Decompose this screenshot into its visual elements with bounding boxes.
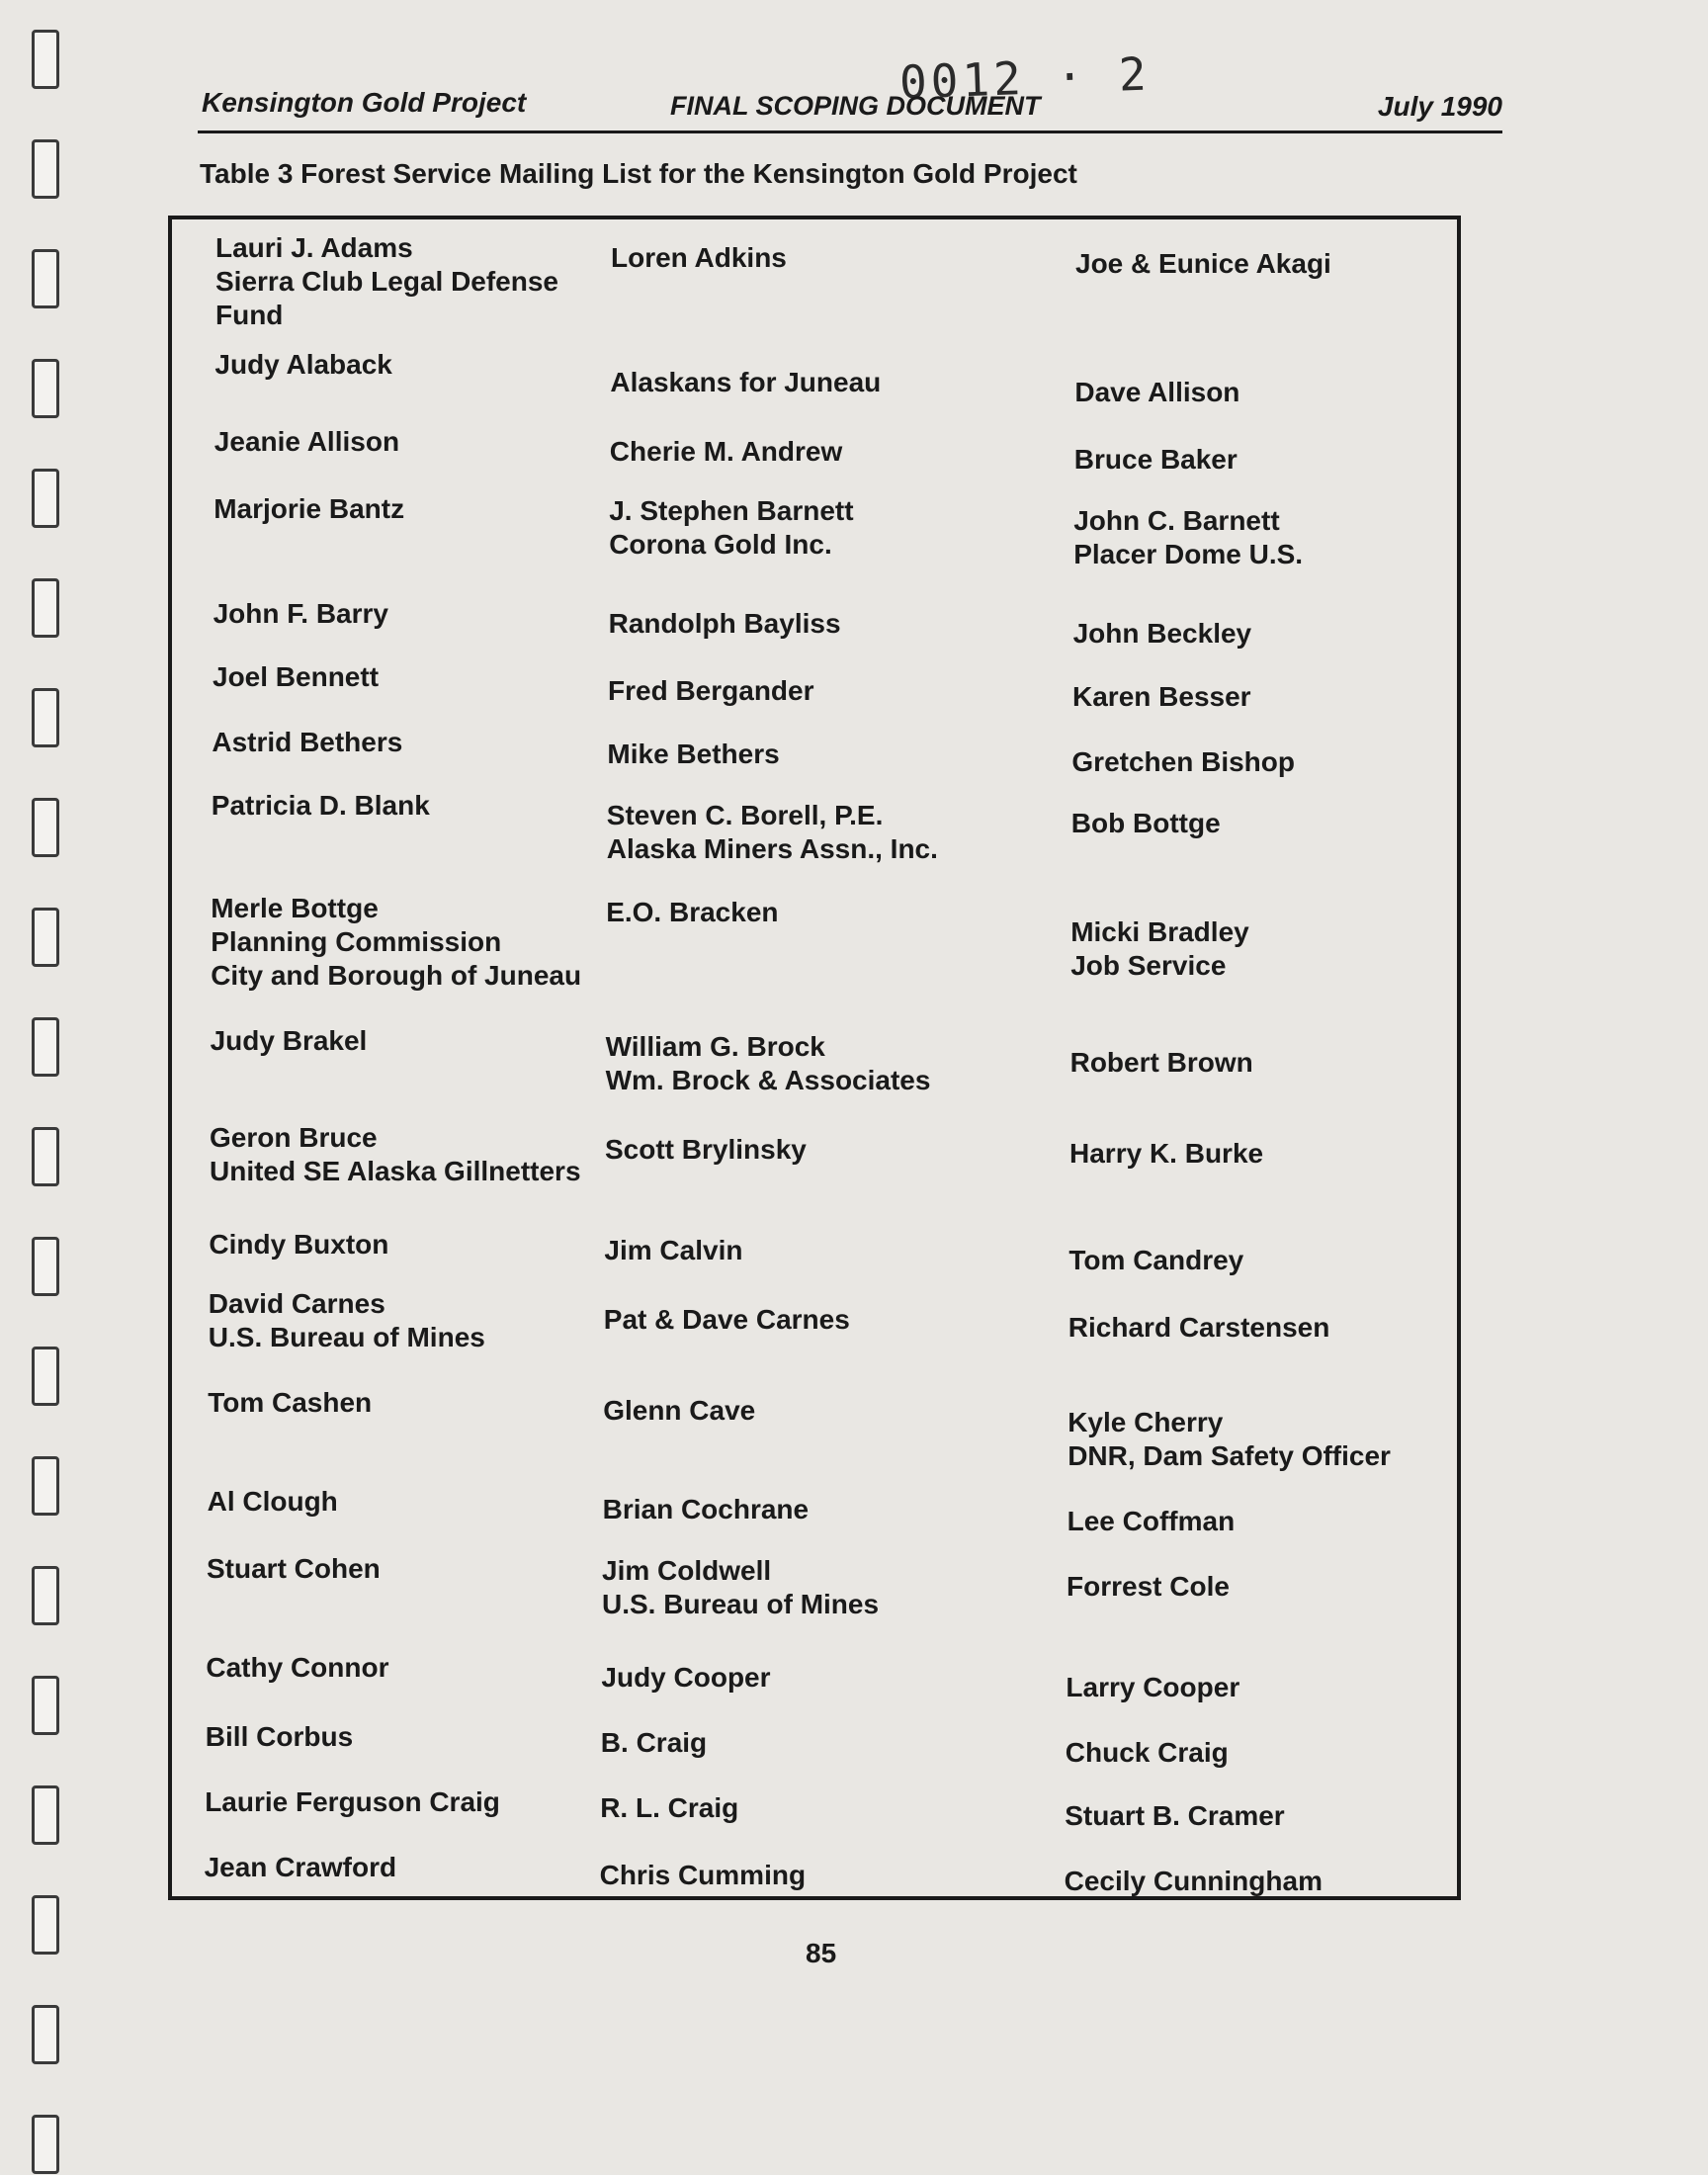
entry-affiliation: U.S. Bureau of Mines	[208, 1322, 485, 1352]
table-caption: Table 3 Forest Service Mailing List for the Kensington Gold Project	[200, 158, 1077, 189]
mailing-list-entry	[610, 366, 881, 399]
entry-affiliation: U.S. Bureau of Mines	[602, 1589, 880, 1619]
entry-name: Glenn Cave	[603, 1395, 756, 1426]
mailing-list-entry	[1072, 680, 1251, 714]
header-date: July 1990	[1377, 91, 1502, 122]
entry-name: Jim Coldwell	[602, 1555, 772, 1586]
page-header	[198, 87, 1502, 133]
entry-name: Steven C. Borell, P.E.	[606, 800, 884, 830]
mailing-list-entry	[1074, 376, 1239, 409]
entry-affiliation: City and Borough of Juneau	[211, 960, 582, 991]
mailing-list-entry	[610, 435, 842, 469]
mailing-list-entry	[601, 1661, 770, 1695]
entry-affiliation: Planning Commission	[211, 926, 502, 957]
entry-name: J. Stephen Barnett	[609, 495, 854, 526]
entry-name: Scott Brylinsky	[605, 1134, 807, 1165]
mailing-list-entry	[1068, 1244, 1243, 1277]
mailing-list-entry	[1065, 1799, 1285, 1833]
mailing-list-entry	[205, 1785, 500, 1819]
entry-name: Stuart Cohen	[207, 1553, 381, 1584]
mailing-list-entry	[1067, 1570, 1230, 1604]
entry-name: Karen Besser	[1072, 681, 1251, 712]
binding-hole	[32, 2115, 59, 2174]
mailing-list-entry	[212, 726, 402, 759]
binding-hole	[32, 1676, 59, 1735]
binding-hole	[32, 469, 59, 528]
mailing-list-entry	[209, 1287, 485, 1354]
entry-name: Stuart B. Cramer	[1065, 1800, 1285, 1831]
mailing-list-entry	[1070, 915, 1249, 983]
mailing-list-table	[168, 216, 1461, 1900]
mailing-list-entry	[609, 494, 853, 562]
entry-name: Cindy Buxton	[209, 1229, 389, 1260]
binding-hole	[32, 1237, 59, 1296]
entry-affiliation: Sierra Club Legal Defense	[215, 266, 559, 297]
binding-hole	[32, 1347, 59, 1406]
entry-name: Laurie Ferguson Craig	[205, 1786, 500, 1817]
mailing-list-entry	[1073, 617, 1252, 651]
binding-hole	[32, 249, 59, 308]
entry-name: Alaskans for Juneau	[610, 367, 882, 397]
entry-name: Astrid Bethers	[212, 727, 403, 757]
mailing-list-entry	[603, 1493, 810, 1526]
entry-name: Judy Cooper	[601, 1662, 771, 1693]
mailing-list-entry	[606, 896, 778, 929]
entry-name: Loren Adkins	[611, 242, 787, 273]
mailing-list-entry	[1068, 1311, 1330, 1345]
mailing-list-entry	[602, 1554, 879, 1621]
mailing-list-entry	[208, 1386, 372, 1420]
mailing-list-entry	[603, 1394, 755, 1428]
mailing-list-entry	[600, 1859, 806, 1892]
entry-name: Kyle Cherry	[1068, 1407, 1224, 1437]
entry-name: Cecily Cunningham	[1064, 1866, 1323, 1896]
entry-name: Harry K. Burke	[1069, 1138, 1264, 1169]
entry-name: Judy Brakel	[210, 1025, 368, 1056]
mailing-list-entry	[601, 1726, 707, 1760]
entry-name: R. L. Craig	[600, 1792, 739, 1823]
mailing-list-entry	[1068, 1505, 1236, 1538]
entry-name: Tom Candrey	[1068, 1245, 1244, 1275]
spiral-binding	[12, 0, 61, 2175]
entry-name: Lee Coffman	[1067, 1506, 1236, 1536]
mailing-list-entry	[1071, 807, 1221, 840]
mailing-list-entry	[604, 1234, 742, 1267]
mailing-list-entry	[214, 597, 388, 631]
entry-name: Forrest Cole	[1067, 1571, 1230, 1602]
mailing-list-entry	[214, 425, 399, 459]
entry-name: Dave Allison	[1074, 377, 1240, 407]
binding-hole	[32, 1017, 59, 1077]
mailing-list-entry	[213, 660, 379, 694]
entry-name: Tom Cashen	[208, 1387, 373, 1418]
entry-name: John C. Barnett	[1073, 505, 1280, 536]
mailing-list-entry	[609, 607, 841, 641]
mailing-list-entry	[606, 1030, 931, 1097]
mailing-list-entry	[611, 241, 787, 275]
mailing-list-entry	[1066, 1671, 1239, 1704]
entry-affiliation: Fund	[215, 300, 284, 330]
mailing-list-entry	[206, 1651, 388, 1685]
entry-name: Geron Bruce	[210, 1122, 378, 1153]
entry-name: Brian Cochrane	[602, 1494, 810, 1524]
binding-hole	[32, 1127, 59, 1186]
entry-name: Cathy Connor	[206, 1652, 389, 1683]
mailing-list-entry	[206, 1720, 353, 1754]
mailing-list-entry	[1068, 1406, 1391, 1473]
entry-name: Jean Crawford	[204, 1852, 397, 1882]
binding-hole	[32, 1566, 59, 1625]
mailing-list-entry	[211, 1024, 368, 1058]
binding-hole	[32, 139, 59, 199]
entry-name: Mike Bethers	[607, 739, 780, 769]
entry-name: John Beckley	[1072, 618, 1252, 649]
mailing-list-entry	[1074, 443, 1238, 477]
mailing-list-entry	[605, 1133, 807, 1167]
entry-name: Al Clough	[207, 1486, 338, 1517]
mailing-list-entry	[608, 674, 814, 708]
entry-name: Richard Carstensen	[1068, 1312, 1330, 1343]
mailing-list-entry	[1073, 504, 1303, 571]
entry-affiliation: United SE Alaska Gillnetters	[210, 1156, 581, 1186]
mailing-list-entry	[607, 799, 938, 866]
header-project: Kensington Gold Project	[202, 87, 527, 118]
binding-hole	[32, 1895, 59, 1955]
mailing-list-entry	[604, 1303, 850, 1337]
mailing-list-entry	[1065, 1865, 1323, 1898]
mailing-list-entry	[212, 789, 430, 823]
entry-affiliation: Wm. Brock & Associates	[605, 1065, 931, 1095]
binding-hole	[32, 688, 59, 747]
entry-name: Marjorie Bantz	[214, 493, 405, 524]
entry-name: B. Craig	[600, 1727, 708, 1758]
entry-affiliation: Corona Gold Inc.	[609, 529, 832, 560]
entry-name: Joel Bennett	[213, 661, 380, 692]
entry-name: William G. Brock	[605, 1031, 825, 1062]
binding-hole	[32, 908, 59, 967]
entry-name: Larry Cooper	[1066, 1672, 1240, 1702]
entry-name: Fred Bergander	[608, 675, 814, 706]
mailing-list-entry	[1071, 745, 1295, 779]
entry-affiliation: Placer Dome U.S.	[1073, 539, 1304, 569]
mailing-list-entry	[607, 738, 779, 771]
entry-name: Jim Calvin	[604, 1235, 743, 1265]
entry-name: Merle Bottge	[211, 893, 379, 923]
mailing-list-entry	[207, 1552, 381, 1586]
mailing-list-entry	[1075, 247, 1331, 281]
binding-hole	[32, 798, 59, 857]
binding-hole	[32, 578, 59, 638]
mailing-list-entry	[600, 1791, 738, 1825]
binding-hole	[32, 30, 59, 89]
entry-name: Chuck Craig	[1065, 1737, 1229, 1768]
mailing-list-entry	[1069, 1137, 1263, 1171]
mailing-list-entry	[208, 1485, 338, 1519]
header-document: FINAL SCOPING DOCUMENT	[670, 91, 1041, 121]
entry-name: Jeanie Allison	[214, 426, 400, 457]
entry-name: Micki Bradley	[1070, 916, 1249, 947]
page-number: 85	[806, 1938, 837, 1968]
mailing-list-entry	[210, 1121, 581, 1188]
entry-affiliation: Job Service	[1070, 950, 1227, 981]
entry-name: John F. Barry	[213, 598, 388, 629]
mailing-list-entry	[205, 1851, 397, 1884]
binding-hole	[32, 1456, 59, 1516]
entry-name: Judy Alaback	[214, 349, 392, 380]
mailing-list-entry	[209, 1228, 388, 1262]
entry-name: Randolph Bayliss	[608, 608, 841, 639]
mailing-list-entry	[215, 231, 558, 332]
entry-affiliation: DNR, Dam Safety Officer	[1068, 1440, 1391, 1471]
mailing-list-entry	[214, 492, 404, 526]
entry-affiliation: Alaska Miners Assn., Inc.	[606, 833, 938, 864]
binding-hole	[32, 1785, 59, 1845]
entry-name: Robert Brown	[1069, 1047, 1253, 1078]
entry-name: David Carnes	[208, 1288, 385, 1319]
entry-name: Gretchen Bishop	[1071, 746, 1295, 777]
entry-name: Pat & Dave Carnes	[603, 1304, 850, 1335]
document-stamp: 0012 · 2	[898, 46, 1152, 110]
binding-hole	[32, 359, 59, 418]
entry-name: Bob Bottge	[1070, 808, 1221, 838]
mailing-list-entry	[1066, 1736, 1229, 1770]
entry-name: Lauri J. Adams	[215, 232, 413, 263]
entry-name: Cherie M. Andrew	[609, 436, 843, 467]
mailing-list-entry	[211, 892, 581, 993]
entry-name: Bill Corbus	[205, 1721, 354, 1752]
mailing-list-entry	[1070, 1046, 1253, 1080]
entry-name: E.O. Bracken	[606, 897, 779, 927]
entry-name: Patricia D. Blank	[211, 790, 430, 821]
mailing-list-entry	[214, 348, 391, 382]
entry-name: Joe & Eunice Akagi	[1075, 248, 1331, 279]
entry-name: Chris Cumming	[599, 1860, 807, 1890]
entry-name: Bruce Baker	[1073, 444, 1238, 475]
binding-hole	[32, 2005, 59, 2064]
